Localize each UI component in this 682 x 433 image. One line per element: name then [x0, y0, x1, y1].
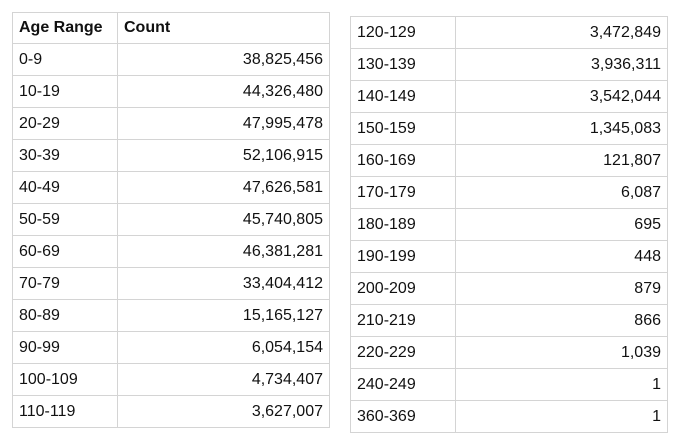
table-row — [13, 300, 330, 332]
table-row — [13, 204, 330, 236]
table-row — [351, 369, 668, 401]
count-cell[interactable]: 3,472,849 — [456, 17, 668, 49]
table-row — [13, 76, 330, 108]
count-cell[interactable]: 1,039 — [456, 337, 668, 369]
table-row — [351, 241, 668, 273]
table-row — [351, 113, 668, 145]
age-range-cell[interactable]: 80-89 — [13, 300, 118, 332]
table-row — [351, 273, 668, 305]
age-range-cell[interactable]: 130-139 — [351, 49, 456, 81]
count-cell[interactable]: 46,381,281 — [118, 236, 330, 268]
count-cell[interactable]: 4,734,407 — [118, 364, 330, 396]
count-cell[interactable]: 47,995,478 — [118, 108, 330, 140]
age-range-cell[interactable]: 180-189 — [351, 209, 456, 241]
age-range-cell[interactable]: 220-229 — [351, 337, 456, 369]
age-range-cell[interactable]: 50-59 — [13, 204, 118, 236]
age-range-cell[interactable]: 70-79 — [13, 268, 118, 300]
table-row — [13, 332, 330, 364]
table-header-row — [13, 13, 330, 44]
count-cell[interactable]: 44,326,480 — [118, 76, 330, 108]
table-row — [351, 145, 668, 177]
age-range-cell[interactable]: 210-219 — [351, 305, 456, 337]
count-cell[interactable]: 45,740,805 — [118, 204, 330, 236]
count-cell[interactable]: 3,542,044 — [456, 81, 668, 113]
count-cell[interactable]: 866 — [456, 305, 668, 337]
age-range-cell[interactable]: 200-209 — [351, 273, 456, 305]
table-row — [13, 140, 330, 172]
count-cell[interactable]: 6,087 — [456, 177, 668, 209]
age-range-cell[interactable]: 40-49 — [13, 172, 118, 204]
age-range-cell[interactable]: 120-129 — [351, 17, 456, 49]
count-cell[interactable]: 3,936,311 — [456, 49, 668, 81]
count-cell[interactable]: 121,807 — [456, 145, 668, 177]
age-range-cell[interactable]: 140-149 — [351, 81, 456, 113]
table-row — [13, 44, 330, 76]
table-row — [351, 337, 668, 369]
table-row — [351, 209, 668, 241]
age-range-cell[interactable]: 170-179 — [351, 177, 456, 209]
age-range-cell[interactable]: 30-39 — [13, 140, 118, 172]
table-row — [351, 177, 668, 209]
age-range-cell[interactable]: 60-69 — [13, 236, 118, 268]
count-cell[interactable]: 38,825,456 — [118, 44, 330, 76]
count-cell[interactable]: 47,626,581 — [118, 172, 330, 204]
table-row — [351, 17, 668, 49]
count-cell[interactable]: 1 — [456, 369, 668, 401]
age-range-cell[interactable]: 90-99 — [13, 332, 118, 364]
age-range-cell[interactable]: 10-19 — [13, 76, 118, 108]
age-range-cell[interactable]: 100-109 — [13, 364, 118, 396]
age-range-cell[interactable]: 240-249 — [351, 369, 456, 401]
table-row — [13, 108, 330, 140]
table-row — [351, 401, 668, 433]
table-row — [13, 364, 330, 396]
age-range-cell[interactable]: 110-119 — [13, 396, 118, 428]
header-age-range[interactable]: Age Range — [13, 13, 118, 44]
table-row — [13, 236, 330, 268]
age-range-cell[interactable]: 20-29 — [13, 108, 118, 140]
count-cell[interactable]: 6,054,154 — [118, 332, 330, 364]
age-count-table-right — [350, 16, 668, 433]
count-cell[interactable]: 1 — [456, 401, 668, 433]
count-cell[interactable]: 879 — [456, 273, 668, 305]
age-range-cell[interactable]: 360-369 — [351, 401, 456, 433]
age-range-cell[interactable]: 0-9 — [13, 44, 118, 76]
count-cell[interactable]: 448 — [456, 241, 668, 273]
count-cell[interactable]: 3,627,007 — [118, 396, 330, 428]
count-cell[interactable]: 33,404,412 — [118, 268, 330, 300]
table-row — [351, 305, 668, 337]
header-count[interactable]: Count — [118, 13, 330, 44]
age-range-cell[interactable]: 190-199 — [351, 241, 456, 273]
age-range-cell[interactable]: 150-159 — [351, 113, 456, 145]
count-cell[interactable]: 15,165,127 — [118, 300, 330, 332]
age-range-cell[interactable]: 160-169 — [351, 145, 456, 177]
count-cell[interactable]: 695 — [456, 209, 668, 241]
age-count-table-left — [12, 12, 330, 428]
count-cell[interactable]: 52,106,915 — [118, 140, 330, 172]
count-cell[interactable]: 1,345,083 — [456, 113, 668, 145]
table-row — [13, 172, 330, 204]
table-row — [351, 49, 668, 81]
table-row — [13, 268, 330, 300]
table-row — [13, 396, 330, 428]
table-row — [351, 81, 668, 113]
